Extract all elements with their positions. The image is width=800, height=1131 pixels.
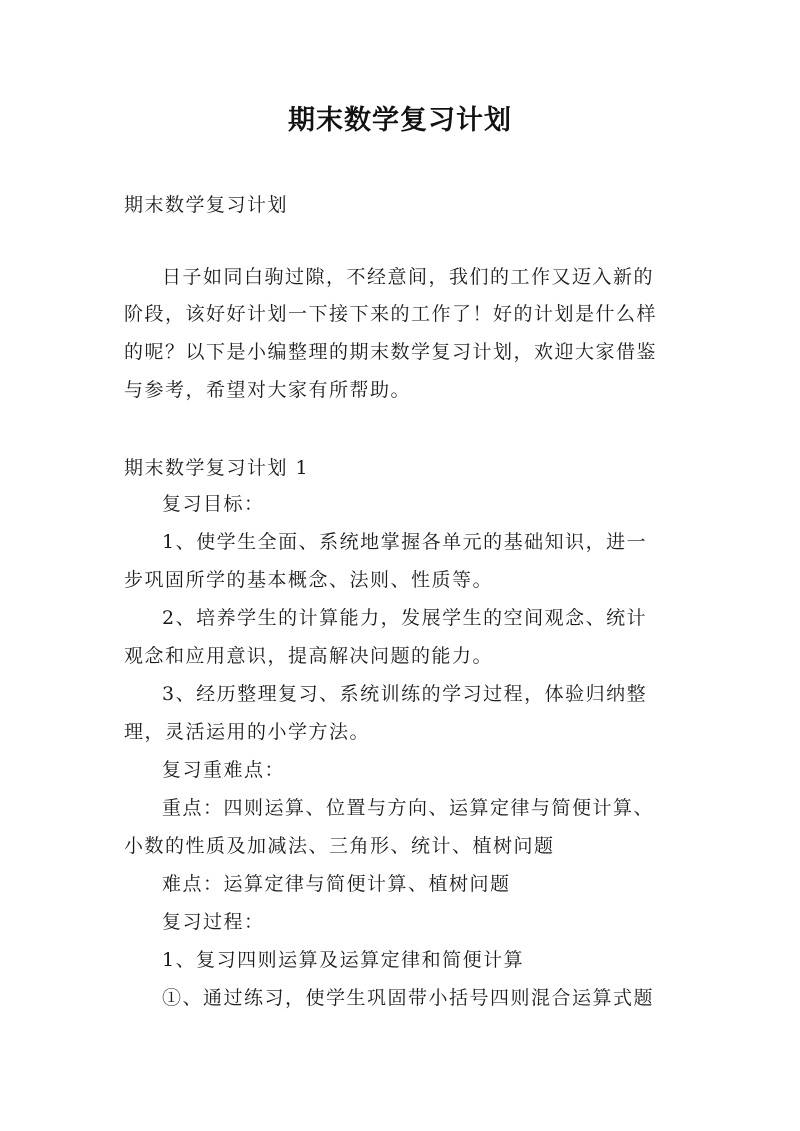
body-line: 复习过程：: [162, 911, 265, 933]
body-line: 3、经历整理复习、系统训练的学习过程，体验归纳整: [162, 683, 648, 705]
body-line: 观念和应用意识，提高解决问题的能力。: [124, 645, 494, 667]
body-line: 难点：运算定律与简便计算、植树问题: [162, 873, 511, 895]
body-line: 2、培养学生的计算能力，发展学生的空间观念、统计: [162, 607, 648, 629]
document-title: 期末数学复习计划: [288, 105, 512, 136]
intro-line: 阶段，该好好计划一下接下来的工作了！好的计划是什么样: [124, 303, 658, 325]
body-line: ①、通过练习，使学生巩固带小括号四则混合运算式题: [162, 987, 655, 1009]
document-subtitle: 期末数学复习计划: [124, 194, 289, 216]
body-line: 步巩固所学的基本概念、法则、性质等。: [124, 569, 494, 591]
body-line: 小数的性质及加减法、三角形、统计、植树问题: [124, 835, 555, 857]
intro-line: 日子如同白驹过隙，不经意间，我们的工作又迈入新的: [162, 266, 655, 288]
body-line: 复习目标：: [162, 493, 265, 515]
intro-line: 与参考，希望对大家有所帮助。: [124, 379, 412, 401]
body-line: 1、复习四则运算及运算定律和简便计算: [162, 949, 525, 971]
body-line: 复习重难点：: [162, 759, 286, 781]
body-line: 重点：四则运算、位置与方向、运算定律与简便计算、: [162, 797, 655, 819]
intro-line: 的呢？以下是小编整理的期末数学复习计划，欢迎大家借鉴: [124, 341, 658, 363]
body-line: 1、使学生全面、系统地掌握各单元的基础知识，进一: [162, 531, 648, 553]
body-line: 理，灵活运用的小学方法。: [124, 721, 371, 743]
section-heading: 期末数学复习计划 1: [124, 457, 310, 479]
